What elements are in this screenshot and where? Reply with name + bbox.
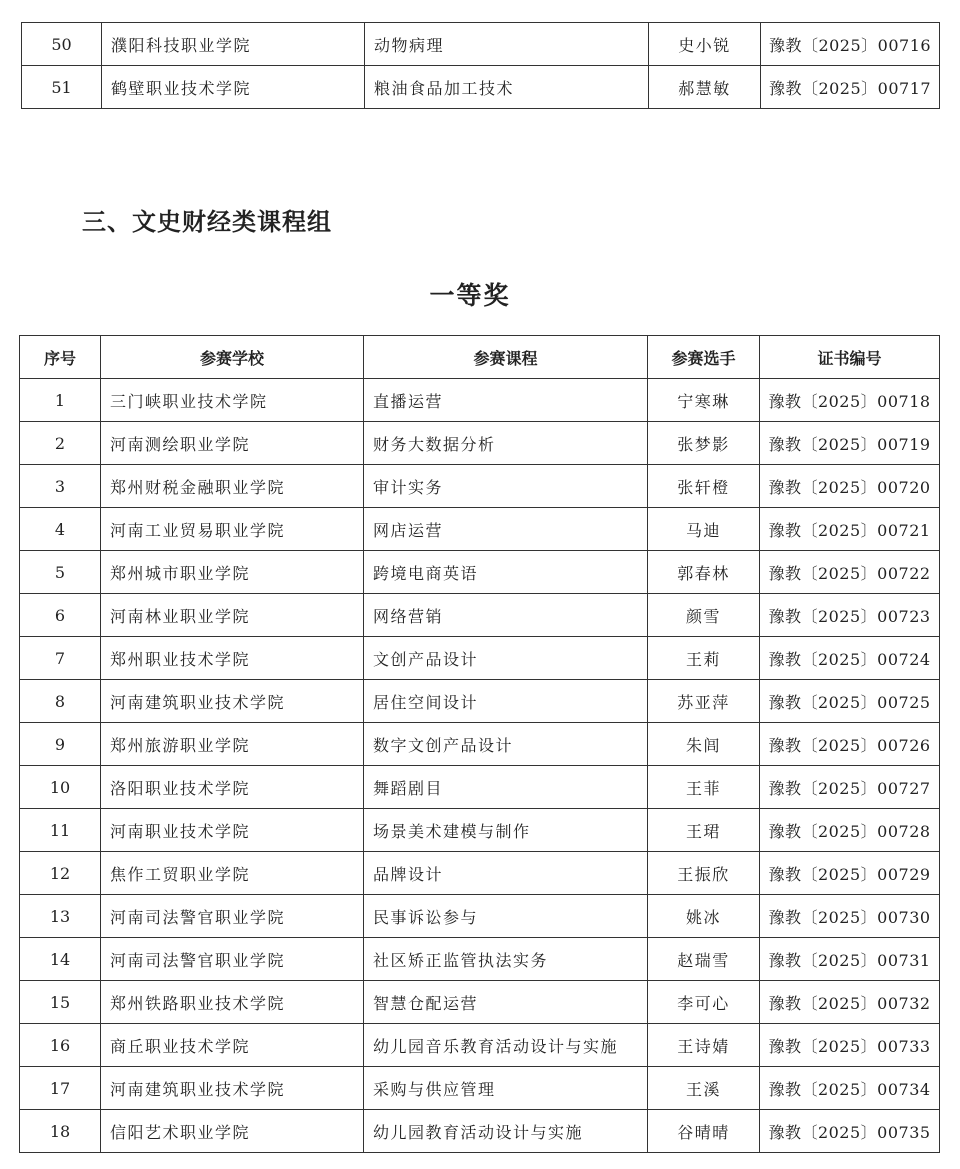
cell-school: 郑州财税金融职业学院 [101,465,364,508]
cell-player: 颜雪 [648,594,760,637]
cell-course: 幼儿园教育活动设计与实施 [364,1110,648,1153]
header-cert: 证书编号 [760,336,940,379]
cell-course: 审计实务 [364,465,648,508]
cell-cert: 豫教〔2025〕00733 [760,1024,940,1067]
cell-course: 跨境电商英语 [364,551,648,594]
cell-player: 张梦影 [648,422,760,465]
table-row [20,809,940,852]
cell-cert: 豫教〔2025〕00723 [760,594,940,637]
cell-course: 幼儿园音乐教育活动设计与实施 [364,1024,648,1067]
cell-player: 朱闾 [648,723,760,766]
cell-cert: 豫教〔2025〕00730 [760,895,940,938]
cell-no: 14 [20,938,101,981]
cell-no: 6 [20,594,101,637]
cell-no: 13 [20,895,101,938]
cell-player: 王莉 [648,637,760,680]
cell-school: 河南司法警官职业学院 [101,938,364,981]
cell-school: 河南工业贸易职业学院 [101,508,364,551]
cell-cert: 豫教〔2025〕00717 [761,66,940,109]
cell-cert: 豫教〔2025〕00732 [760,981,940,1024]
table-row [20,981,940,1024]
cell-no: 4 [20,508,101,551]
cell-school: 焦作工贸职业学院 [101,852,364,895]
table-row [20,508,940,551]
cell-player: 姚冰 [648,895,760,938]
cell-course: 动物病理 [365,23,649,66]
cell-cert: 豫教〔2025〕00728 [760,809,940,852]
cell-no: 8 [20,680,101,723]
cell-school: 河南职业技术学院 [101,809,364,852]
cell-school: 河南建筑职业技术学院 [101,1067,364,1110]
cell-no: 16 [20,1024,101,1067]
cell-course: 品牌设计 [364,852,648,895]
cell-cert: 豫教〔2025〕00734 [760,1067,940,1110]
cell-cert: 豫教〔2025〕00721 [760,508,940,551]
table-row [20,1110,940,1153]
cell-school: 郑州铁路职业技术学院 [101,981,364,1024]
table-row [20,852,940,895]
cell-school: 三门峡职业技术学院 [101,379,364,422]
cell-course: 粮油食品加工技术 [365,66,649,109]
cell-school: 商丘职业技术学院 [101,1024,364,1067]
cell-no: 5 [20,551,101,594]
cell-school: 鹤壁职业技术学院 [102,66,365,109]
cell-school: 河南林业职业学院 [101,594,364,637]
cell-school: 河南司法警官职业学院 [101,895,364,938]
cell-cert: 豫教〔2025〕00719 [760,422,940,465]
header-player: 参赛选手 [648,336,760,379]
table-row [20,422,940,465]
cell-cert: 豫教〔2025〕00724 [760,637,940,680]
cell-course: 财务大数据分析 [364,422,648,465]
table-row [20,594,940,637]
award-title: 一等奖 [429,281,511,310]
cell-school: 郑州职业技术学院 [101,637,364,680]
cell-school: 河南建筑职业技术学院 [101,680,364,723]
cell-player: 张轩橙 [648,465,760,508]
cell-no: 7 [20,637,101,680]
cell-player: 王振欣 [648,852,760,895]
cell-cert: 豫教〔2025〕00729 [760,852,940,895]
table-row [20,723,940,766]
cell-course: 直播运营 [364,379,648,422]
cell-course: 场景美术建模与制作 [364,809,648,852]
cell-school: 河南测绘职业学院 [101,422,364,465]
cell-player: 王珺 [648,809,760,852]
cell-school: 洛阳职业技术学院 [101,766,364,809]
table-row [20,379,940,422]
cell-player: 谷晴晴 [648,1110,760,1153]
cell-no: 1 [20,379,101,422]
cell-cert: 豫教〔2025〕00718 [760,379,940,422]
cell-course: 文创产品设计 [364,637,648,680]
cell-cert: 豫教〔2025〕00727 [760,766,940,809]
cell-player: 王诗婧 [648,1024,760,1067]
cell-cert: 豫教〔2025〕00725 [760,680,940,723]
cell-no: 15 [20,981,101,1024]
cell-player: 马迪 [648,508,760,551]
cell-no: 10 [20,766,101,809]
header-school: 参赛学校 [101,336,364,379]
cell-no: 18 [20,1110,101,1153]
cell-course: 网络营销 [364,594,648,637]
cell-course: 数字文创产品设计 [364,723,648,766]
cell-school: 信阳艺术职业学院 [101,1110,364,1153]
cell-cert: 豫教〔2025〕00720 [760,465,940,508]
table-row [20,1067,940,1110]
cell-player: 王菲 [648,766,760,809]
cell-player: 李可心 [648,981,760,1024]
cell-school: 郑州城市职业学院 [101,551,364,594]
cell-school: 郑州旅游职业学院 [101,723,364,766]
cell-player: 郝慧敏 [649,66,761,109]
table-row [22,66,940,109]
table-row [20,465,940,508]
table-row [20,637,940,680]
table-row [20,766,940,809]
cell-cert: 豫教〔2025〕00726 [760,723,940,766]
cell-no: 9 [20,723,101,766]
cell-course: 智慧仓配运营 [364,981,648,1024]
cell-player: 苏亚萍 [648,680,760,723]
previous-results-table [21,22,940,109]
cell-course: 民事诉讼参与 [364,895,648,938]
header-course: 参赛课程 [364,336,648,379]
cell-no: 50 [22,23,102,66]
cell-player: 宁寒琳 [648,379,760,422]
cell-no: 12 [20,852,101,895]
table-row [20,551,940,594]
cell-school: 濮阳科技职业学院 [102,23,365,66]
cell-player: 史小锐 [649,23,761,66]
cell-player: 赵瑞雪 [648,938,760,981]
table-row [20,1024,940,1067]
cell-course: 居住空间设计 [364,680,648,723]
cell-no: 3 [20,465,101,508]
table-row [20,680,940,723]
cell-course: 网店运营 [364,508,648,551]
cell-course: 社区矫正监管执法实务 [364,938,648,981]
award-table [19,335,940,1153]
table-header-row [20,336,940,379]
cell-no: 2 [20,422,101,465]
cell-course: 舞蹈剧目 [364,766,648,809]
cell-no: 11 [20,809,101,852]
cell-no: 51 [22,66,102,109]
cell-cert: 豫教〔2025〕00716 [761,23,940,66]
cell-cert: 豫教〔2025〕00731 [760,938,940,981]
cell-cert: 豫教〔2025〕00735 [760,1110,940,1153]
cell-no: 17 [20,1067,101,1110]
section-title: 三、文史财经类课程组 [82,208,332,236]
table-row [20,938,940,981]
cell-player: 王溪 [648,1067,760,1110]
cell-course: 采购与供应管理 [364,1067,648,1110]
cell-player: 郭春林 [648,551,760,594]
table-row [22,23,940,66]
cell-cert: 豫教〔2025〕00722 [760,551,940,594]
table-row [20,895,940,938]
header-no: 序号 [20,336,101,379]
